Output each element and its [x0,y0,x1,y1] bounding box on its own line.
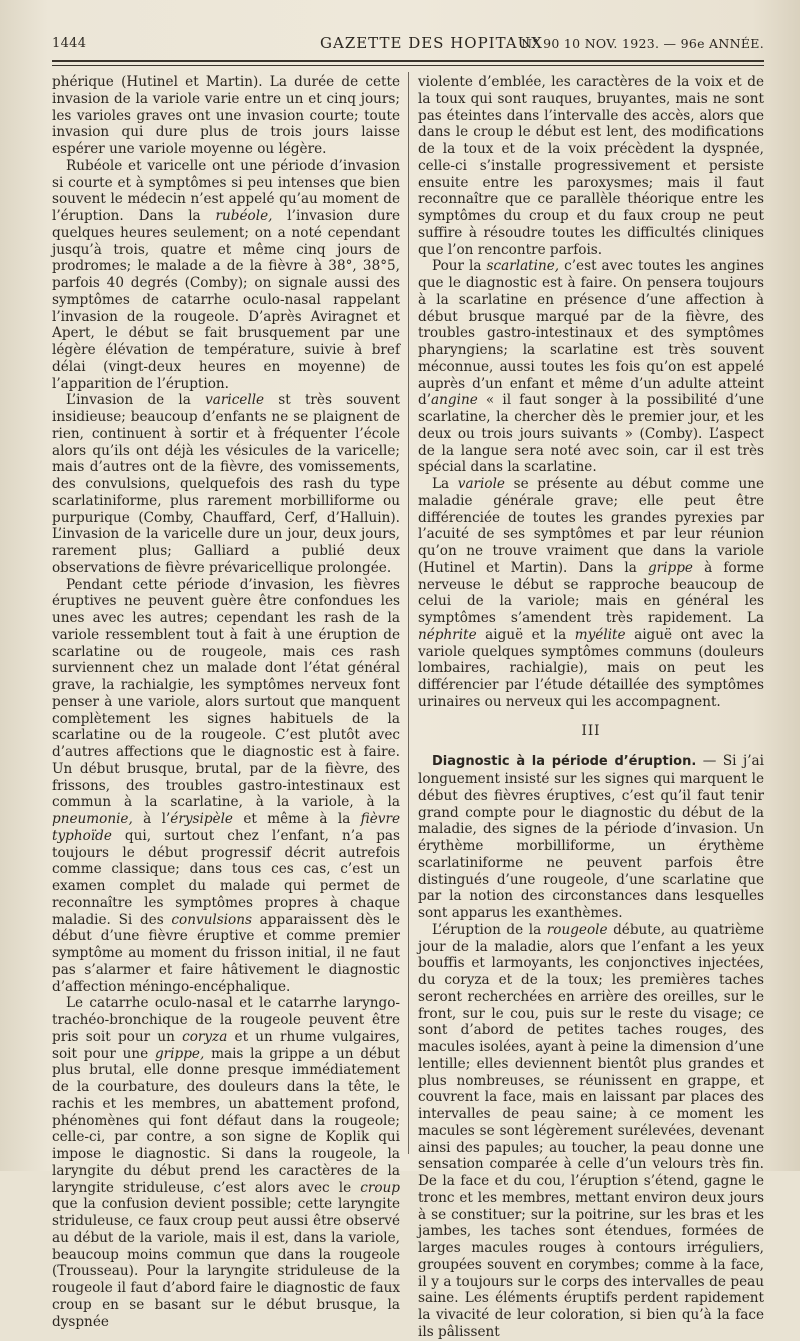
paragraph: Diagnostic à la période d’éruption. — Si j’ai longuement insisté sur les signes qui marquent le début des fièvres éruptives, c’est qu’il faut tenir grand compte pour le diagnostic du début de la maladie, des signes de la période d’invasion. Un érythème morbilliforme, un érythème scarlatiniforme ne peuvent parfois être distingués d’une rougeole, d’une scarlatine que par la notion des circonstances dans lesquelles sont apparus les exanthèmes. [418,753,764,921]
paragraph: Pendant cette période d’invasion, les fièvres éruptives ne peuvent guère être confondues les unes avec les autres; cependant les rash de la variole ressemblent tout à fait à une éruption de scarlatine ou de rougeole, mais ces rash surviennent chez un malade dont l’état général grave, la rachialgie, les symptômes nerveux font penser à une variole, alors surtout que manquent complètement les signes habituels de la scarlatine ou de la rougeole. C’est plutôt avec d’autres affections que le diagnostic est à faire. Un début brusque, brutal, par de la fièvre, des frissons, des troubles gastro-intestinaux est commun à la scarlatine, à la variole, à la pneumonie, à l’érysipèle et même à la fièvre typhoïde qui, surtout chez l’enfant, n’a pas toujours le début progressif décrit autrefois comme classique; dans tous ces cas, c’est un examen complet du malade qui permet de reconnaître les symptômes propres à chaque maladie. Si des convulsions apparaissent dès le début d’une fièvre éruptive et comme premier symptôme au moment du frisson initial, il ne faut pas s’alarmer et faire hâtivement le diagnostic d’affection méningo-encéphalique. [52,576,401,995]
journal-title: GAZETTE DES HOPITAUX [320,34,543,52]
paragraph: Pour la scarlatine, c’est avec toutes les angines que le diagnostic est à faire. On pensera toujours à la scarlatine en présence d’une affection à début brusque marqué par de la fièvre, des troubles gastro-intestinaux et des symptômes pharyngiens; la scarlatine est très souvent méconnue, aussi toutes les fois qu’on est appelé auprès d’un enfant et même d’un adulte atteint d’angine « il faut songer à la possibilité d’une scarlatine, la chercher dès le premier jour, et les deux ou trois jours suivants » (Comby). L’aspect de la langue sera noté avec soin, car il est très spécial dans la scarlatine. [418,258,764,476]
paragraph: L’invasion de la varicelle st très souvent insidieuse; beaucoup d’enfants ne se plaignent de rien, continuent à sortir et à fréquenter l’école alors qu’ils ont déjà les vésicules de la varicelle; mais d’autres ont de la fièvre, des vomissements, des convulsions, quelquefois des rash du type scarlatiniforme, plus rarement morbilliforme ou purpurique (Comby, Chauffard, Cerf, d’Halluin). L’invasion de la varicelle dure un jour, deux jours, rarement plus; Galliard a publié deux observations de fièvre prévaricellique prolongée. [52,392,400,576]
page-header [52,32,764,54]
page-number: 1444 [52,36,87,51]
paragraph: L’éruption de la rougeole débute, au quatrième jour de la maladie, alors que l’enfant a les yeux bouffis et larmoyants, les conjonctives injectées, du coryza et de la toux; les premières taches seront recherchées en arrière des oreilles, sur le front, sur le cou, puis sur le reste du visage; ce sont d’abord de petites taches rouges, des macules isolées, ayant à peine la dimension d’une lentille; elles deviennent bientôt plus grandes et plus nombreuses, se réunissent en grappe, et couvrent la face, mais en laissant par places des intervalles de peau saine; à ce moment les macules se sont légèrement surélevées, devenant ainsi des papules; au toucher, la peau donne une sensation comparée à celle d’un velours très fin. De la face et du cou, l’éruption s’étend, gagne le tronc et les membres, mettant environ deux jours à se constituer; sur la poitrine, sur les bras et les jambes, les taches sont étendues, formées de larges macules rouges à contours irréguliers, groupées souvent en corymbes; comme à la face, il y a toujours sur le corps des intervalles de peau saine. Les éléments éruptifs perdent rapidement la vivacité de leur coloration, si bien qu’à la face ils pâlissent [418,921,764,1340]
paragraph: Le catarrhe oculo-nasal et le catarrhe laryngo-trachéo-bronchique de la rougeole peuvent être pris soit pour un coryza et un rhume vulgaires, soit pour une grippe, mais la grippe a un début plus brutal, elle donne presque immédiatement de la courbature, des douleurs dans la tête, le rachis et les membres, un abattement profond, phénomènes qui font défaut dans la rougeole; celle-ci, par contre, a son signe de Koplik qui impose le diagnostic. Si dans la rougeole, la laryngite du début prend les caractères de la laryngite striduleuse, c’est alors avec le croup que la confusion devient possible; cette laryngite striduleuse, ce faux croup peut aussi être observé au début de la variole, mais il est, dans la variole, beaucoup moins commun que dans la rougeole (Trousseau). Pour la laryngite striduleuse de la rougeole il faut d’abord faire le diagnostic de faux croup en se basant sur le début brusque, la dyspnée [52,995,400,1330]
header-rule-thin [52,65,764,66]
issue-info: N° 90 10 NOV. 1923. — 96e ANNÉE. [521,36,764,51]
section-heading: Diagnostic à la période d’éruption. [432,754,697,770]
paragraph: violente d’emblée, les caractères de la voix et de la toux qui sont rauques, bruyantes, mais ne sont pas éteintes dans l’intervalle des accès, alors que dans le croup le début est lent, des modifications de la toux et de la voix précèdent la dyspnée, celle-ci s’installe progressivement et persiste ensuite entre les paroxysmes; mais il faut reconnaître que ce parallèle théorique entre les symptômes du croup et du faux croup ne peut suffire à résoudre toutes les difficultés cliniques que l’on rencontre parfois. [418,74,764,258]
right-column [418,74,764,1341]
section-number: III [581,722,601,739]
paragraph: La variole se présente au début comme une maladie générale grave; elle peut être différenciée de toutes les grandes pyrexies par l’acuité de ses symptômes et par leur réunion qu’on ne trouve vraiment que dans la variole (Hutinel et Martin). Dans la grippe à forme nerveuse le début se rapproche beaucoup de celui de la variole; mais en général les symptômes s’amendent très rapidement. La néphrite aiguë et la myélite aiguë ont avec la variole quelques symptômes communs (douleurs lombaires, rachialgie), mais on peut les différencier par l’étude détaillée des symptômes urinaires ou nerveux qui les accompagnent. [418,476,764,710]
paragraph: phérique (Hutinel et Martin). La durée de cette invasion de la variole varie entre un et cinq jours; les varioles graves ont une invasion courte; toute invasion qui dure plus de trois jours laisse espérer une variole moyenne ou légère. [52,74,400,157]
column-divider [408,72,409,1154]
header-rule-thick [52,60,764,62]
left-column [52,74,400,1330]
paragraph: Rubéole et varicelle ont une période d’invasion si courte et à symptômes si peu intenses que bien souvent le médecin n’est appelé qu’au moment de l’éruption. Dans la rubéole, l’invasion dure quelques heures seulement; on a noté cependant jusqu’à trois, quatre et même cinq jours de prodromes; le malade a de la fièvre à 38°, 38°5, parfois 40 degrés (Comby); on signale aussi des symptômes de catarrhe oculo-nasal rappelant l’invasion de la rougeole. D’après Aviragnet et Apert, le début se fait brusquement par une légère élévation de température, suivie à bref délai (vingt-deux heures en moyenne) de l’apparition de l’éruption. [52,157,400,392]
